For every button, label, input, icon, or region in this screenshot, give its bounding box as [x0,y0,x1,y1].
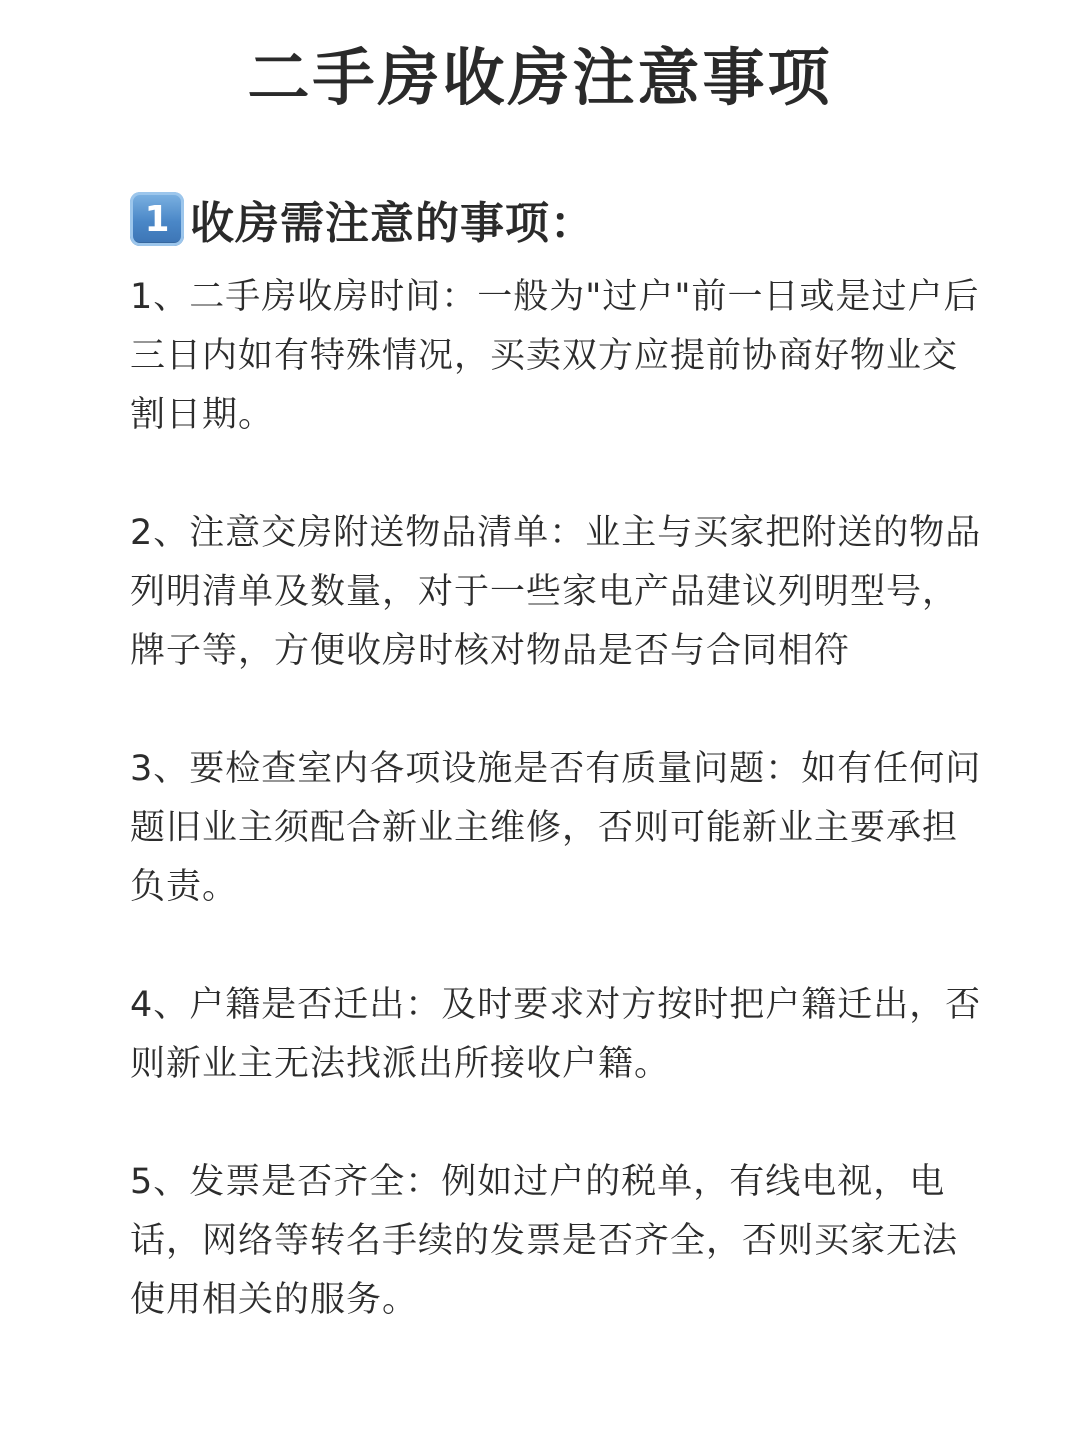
note-item-1: 1、二手房收房时间：一般为"过户"前一日或是过户后三日内如有特殊情况，买卖双方应提前协商好物业交割日期。 [130,277,980,435]
page-title: 二手房收房注意事项 [247,41,833,114]
section-heading [130,188,595,250]
note-item-3: 3、要检查室内各项设施是否有质量问题：如有任何问题旧业主须配合新业主维修，否则可能新业主要承担负责。 [130,749,982,907]
note-item-2: 2、注意交房附送物品清单：业主与买家把附送的物品列明清单及数量，对于一些家电产品建议列明型号，牌子等，方便收房时核对物品是否与合同相符 [130,513,982,671]
notes-list [130,268,990,1389]
note-item-5: 5、发票是否齐全：例如过户的税单，有线电视，电话，网络等转名手续的发票是否齐全，否则买家无法使用相关的服务。 [130,1162,959,1320]
section-heading-text: 收房需注意的事项： [190,198,595,249]
keycap-number-one-icon: 1 [130,192,184,246]
note-item-4: 4、户籍是否迁出：及时要求对方按时把户籍迁出，否则新业主无法找派出所接收户籍。 [130,985,982,1084]
